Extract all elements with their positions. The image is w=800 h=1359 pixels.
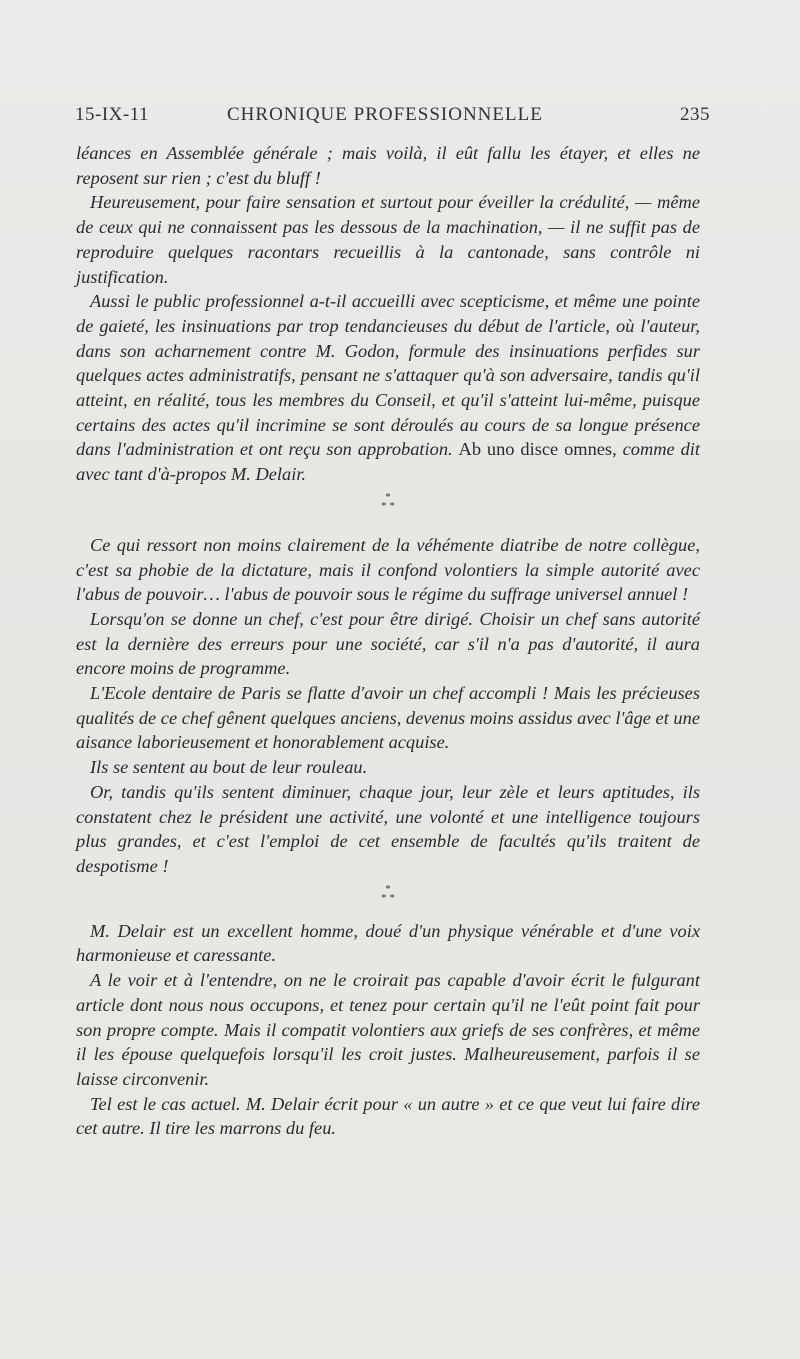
header-date: 15-IX-11 (75, 104, 149, 125)
page-number: 235 (680, 104, 710, 125)
paragraph: Or, tandis qu'ils sentent diminuer, chaque jour, leur zèle et leurs aptitudes, ils constatent chez le président une activité, une volonté et une intelligence toujours plus grandes, et c'est l'emploi de cet ensemble de facultés qu'ils traitent de despotisme ! (76, 781, 700, 876)
asterism-separator (76, 487, 700, 527)
paragraph (76, 289, 700, 487)
paragraph: Tel est le cas actuel. M. Delair écrit pour « un autre » et ce que veut lui faire dire cet autre. Il tire les marrons du feu. (76, 1093, 700, 1139)
asterism-top: * (385, 490, 391, 503)
paragraph: Heureusement, pour faire sensation et surtout pour éveiller la crédulité, — même de ceux qui ne connaissent pas les dessous de la machination, — il ne suffit pas de reproduire quelques racontars recueillis à la cantonade, sans contrôle ni justification. (76, 192, 700, 287)
latin-quote: Ab uno disce omnes, (458, 439, 617, 460)
paragraph: L'Ecole dentaire de Paris se flatte d'avoir un chef accompli ! Mais les précieuses qualités de ce chef gênent quelques anciens, devenus moins assidus avec l'âge et une aisance laborieusement et honorablement acquise. (76, 683, 700, 753)
running-header (75, 104, 710, 134)
asterism-separator (76, 879, 700, 919)
asterism-bottom: * * (381, 499, 395, 512)
paragraph: Ils se sentent au bout de leur rouleau. (90, 757, 368, 778)
asterism-bottom: * * (381, 891, 395, 904)
paragraph: Lorsqu'on se donne un chef, c'est pour être dirigé. Choisir un chef sans autorité est la dernière des erreurs pour une société, car s'il n'a pas d'autorité, il aura encore moins de programme. (76, 608, 700, 679)
paragraph: léances en Assemblée générale ; mais voilà, il eût fallu les étayer, et elles ne reposent sur rien ; c'est du bluff ! (76, 143, 700, 188)
body-text (76, 141, 700, 1141)
header-title: CHRONIQUE PROFESSIONNELLE (227, 104, 543, 125)
paragraph: M. Delair est un excellent homme, doué d'un physique vénérable et d'une voix harmonieuse et caressante. (76, 920, 700, 966)
paragraph: A le voir et à l'entendre, on ne le croirait pas capable d'avoir écrit le fulgurant article dont nous nous occupons, et tenez pour certain qu'il ne l'eût point fait pour son propre compte. Mais il compatit volontiers aux griefs de ses confrères, et même il les épouse quelquefois lorsqu'il les croit justes. Malheureusement, parfois il se laisse circonvenir. (76, 970, 700, 1089)
paragraph-text: Aussi le public professionnel a-t-il accueilli avec scepticisme, et même une pointe de gaieté, les insinuations par trop tendancieuses du début de l'article, où l'auteur, dans son acharnement contre M. Godon, formule des insinuations perfides sur quelques actes administratifs, pensant ne s'attaquer qu'à son adversaire, tandis qu'il atteint, en réalité, tous les membres du Conseil, et qu'il s'atteint lui-même, puisque certains des actes qu'il incrimine se sont déroulés au cours de sa longue présence dans l'administration et ont reçu son approbation. (76, 291, 700, 460)
paragraph-text: comme dit avec tant d'à-propos M. Delair. (76, 439, 700, 485)
asterism-top: * (385, 882, 391, 895)
paragraph: Ce qui ressort non moins clairement de la véhémente diatribe de notre collègue, c'est sa phobie de la dictature, mais il confond volontiers la simple autorité avec l'abus de pouvoir… l'abus de pouvoir sous le régime du suffrage universel annuel ! (76, 534, 700, 605)
